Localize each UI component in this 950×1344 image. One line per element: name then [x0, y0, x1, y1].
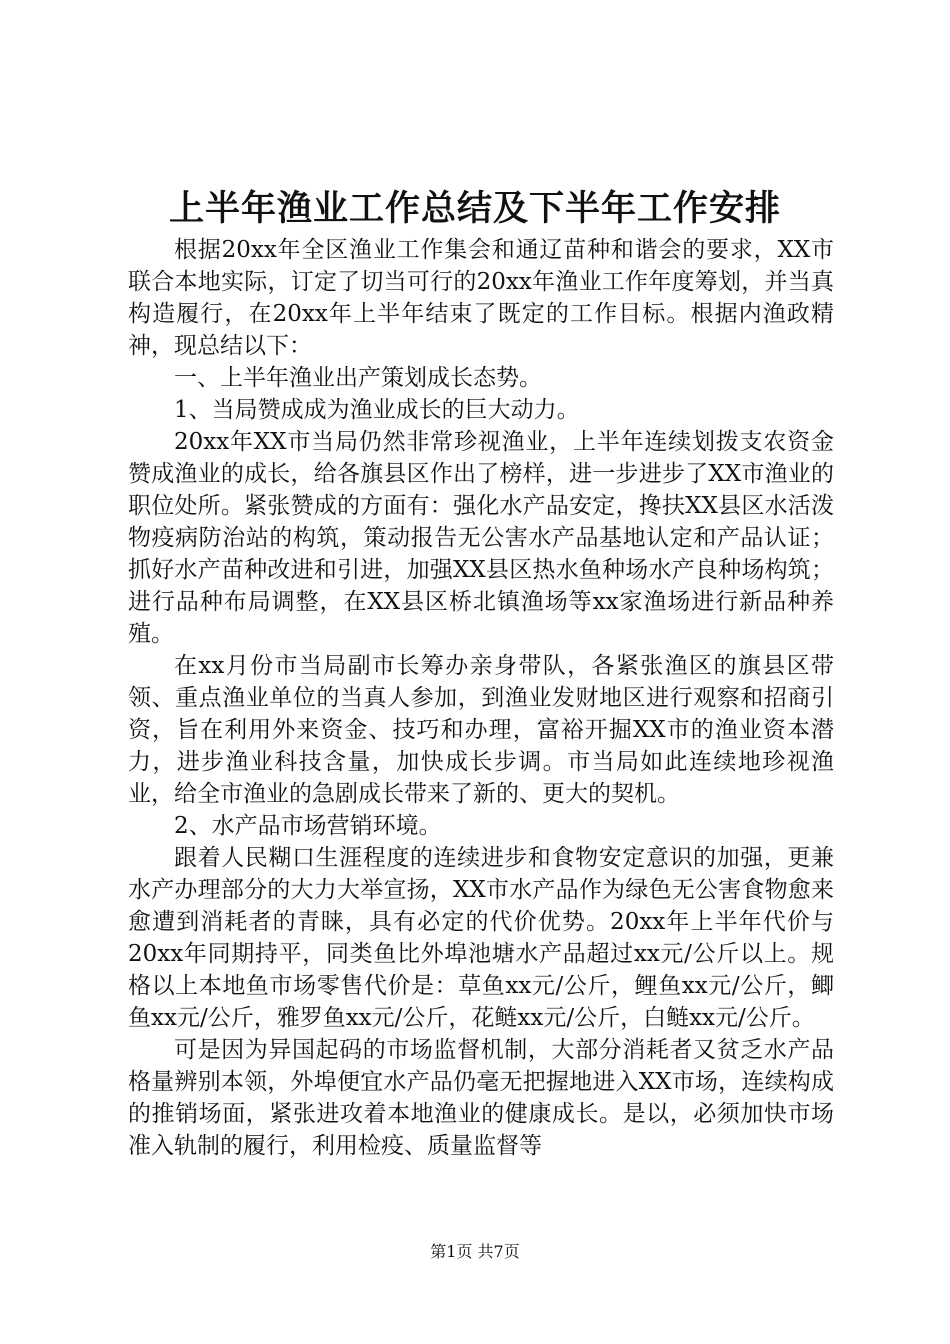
subsection-heading-2: 2、水产品市场营销环境。 [174, 813, 442, 839]
section-heading-1: 一、上半年渔业出产策划成长态势。 [174, 365, 542, 391]
paragraph-government-support: 20xx年XX市当局仍然非常珍视渔业，上半年连续划拨支农资金赞成渔业的成长，给各旗县区作出了榜样，进一步进步了XX市渔业的职位处所。紧张赞成的方面有：强化水产品安定，搀扶XX县区水活泼物疫病防治站的构筑，策动报告无公害水产品基地认定和产品认证；抓好水产苗种改进和引进，加强XX县区热水鱼种场水产良种场构筑；进行品种布局调整，在XX县区桥北镇渔场等xx家渔场进行新品种养殖。 [128, 429, 834, 647]
paragraph-market-supervision: 可是因为异国起码的市场监督机制，大部分消耗者又贫乏水产品格量辨别本领，外埠便宜水产品仍毫无把握地进入XX市场，连续构成的推销场面，紧张进攻着本地渔业的健康成长。是以，必须加快市场准入轨制的履行，利用检疫、质量监督等 [128, 1037, 834, 1159]
paragraph-market-prices: 跟着人民糊口生涯程度的连续进步和食物安定意识的加强，更兼水产办理部分的大力大举宣扬，XX市水产品作为绿色无公害食物愈来愈遭到消耗者的青睐，具有必定的代价优势。20xx年上半年代价与20xx年同期持平，同类鱼比外埠池塘水产品超过xx元/公斤以上。规格以上本地鱼市场零售代价是：草鱼xx元/公斤，鲤鱼xx元/公斤，鲫鱼xx元/公斤，雅罗鱼xx元/公斤，花鲢xx元/公斤，白鲢xx元/公斤。 [128, 845, 834, 1031]
document-title: 上半年渔业工作总结及下半年工作安排 [168, 188, 781, 229]
paragraph-intro: 根据20xx年全区渔业工作集会和通辽苗种和谐会的要求，XX市联合本地实际，订定了切当可行的20xx年渔业工作年度筹划，并当真构造履行，在20xx年上半年结束了既定的工作目标。根据内渔政精神，现总结以下： [128, 237, 834, 359]
page-number: 第1页 共7页 [430, 1242, 520, 1261]
subsection-heading-1: 1、当局赞成成为渔业成长的巨大动力。 [174, 397, 580, 423]
paragraph-investment-visit: 在xx月份市当局副市长筹办亲身带队，各紧张渔区的旗县区带领、重点渔业单位的当真人参加，到渔业发财地区进行观察和招商引资，旨在利用外来资金、技巧和办理，富裕开掘XX市的渔业资本潜力，进步渔业科技含量，加快成长步调。市当局如此连续地珍视渔业，给全市渔业的急剧成长带来了新的、更大的契机。 [128, 653, 834, 807]
document-body [128, 234, 834, 1162]
